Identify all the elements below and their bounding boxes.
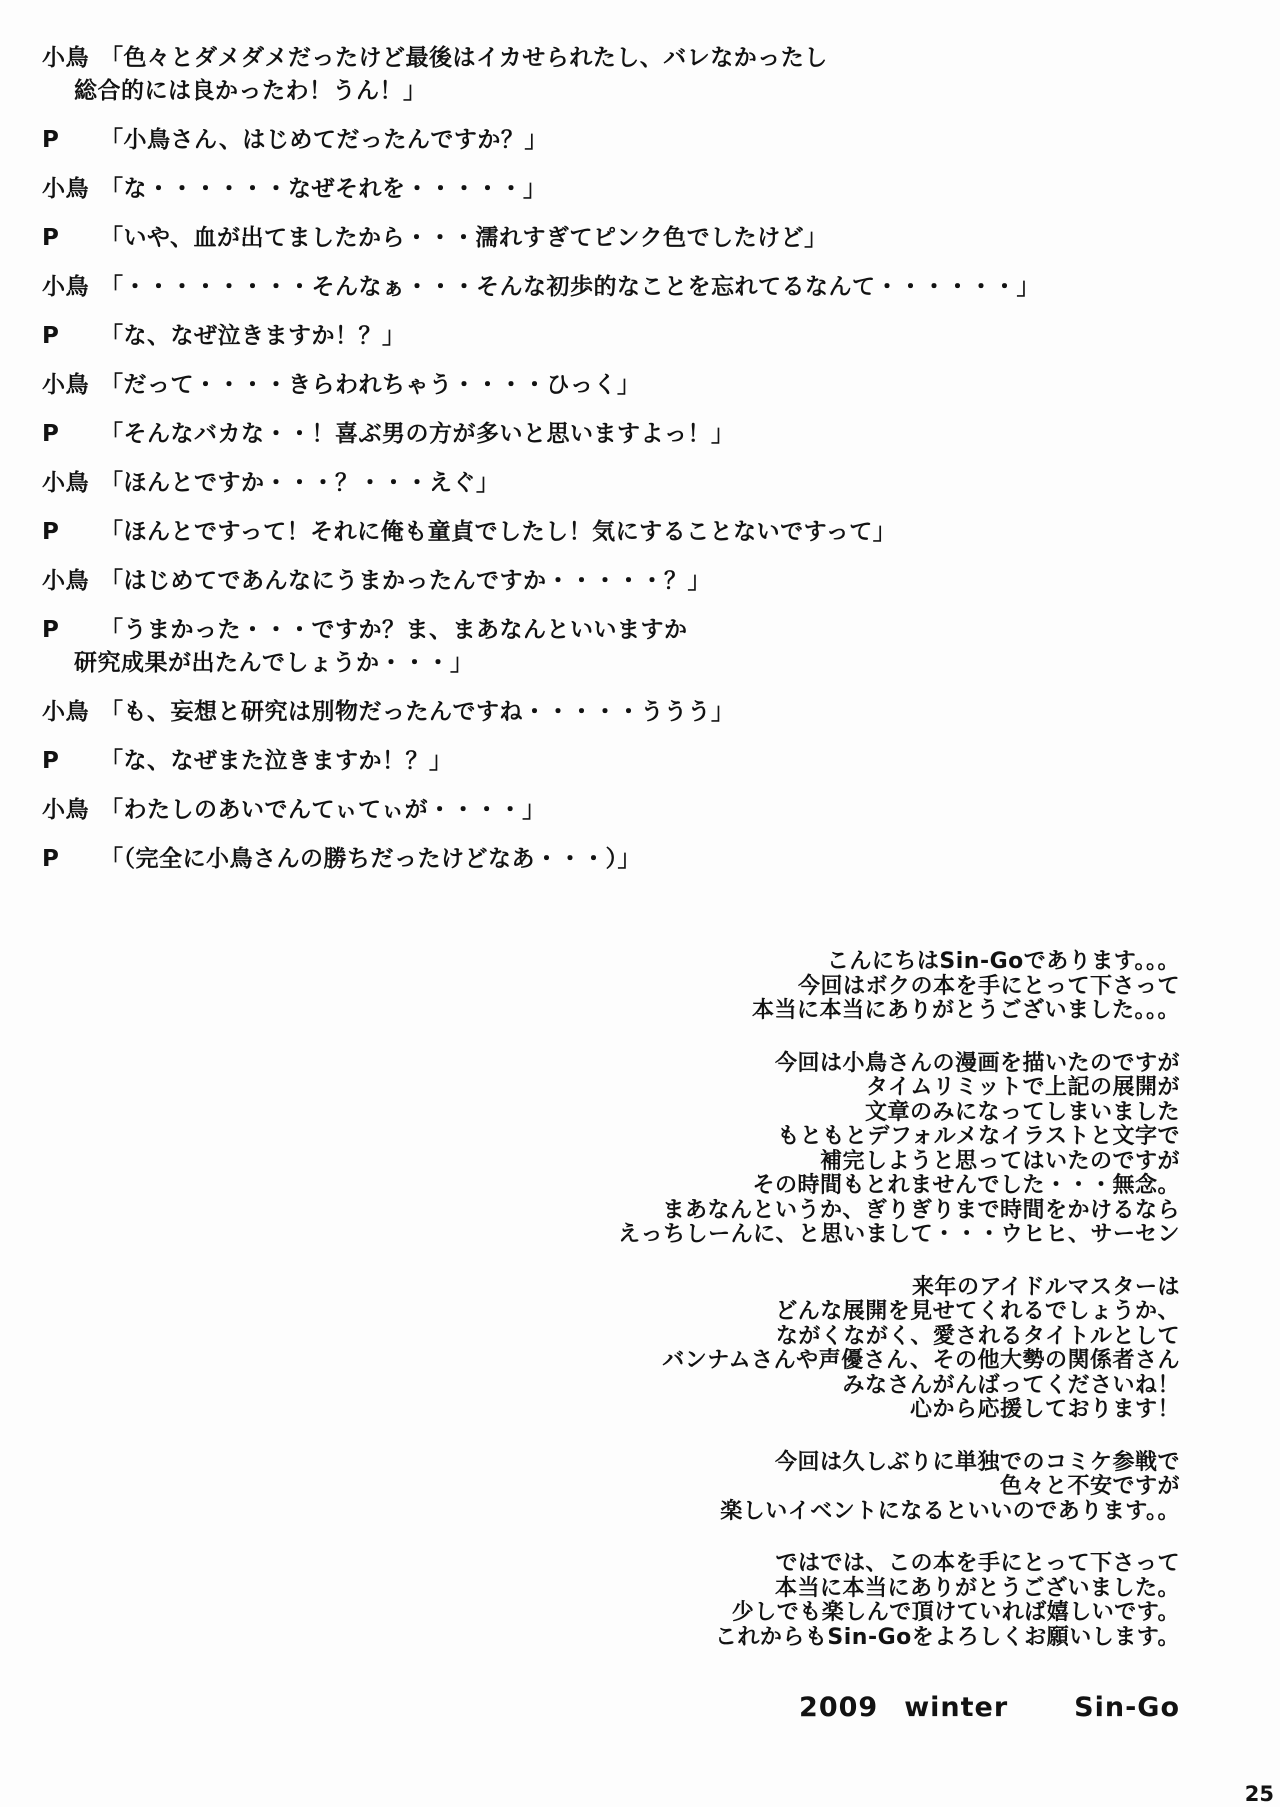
afterword-line: タイムリミットで上記の展開が <box>865 1075 1180 1100</box>
dialogue-row <box>42 516 1042 549</box>
speaker-label: 小鳥 <box>42 699 89 725</box>
dialogue-text <box>100 369 641 402</box>
dialogue-row <box>42 42 1042 108</box>
dialogue-text <box>100 467 500 500</box>
afterword-line: 楽しいイベントになるといいのであります。。 <box>720 1498 1180 1524</box>
dialogue-row <box>42 565 1042 598</box>
afterword-line: えっちしーんに、と思いまして・・・ウヒヒ、サーセン <box>618 1222 1180 1247</box>
speaker-label: P <box>42 617 60 643</box>
dialogue-text <box>100 696 735 729</box>
dialogue-text <box>100 320 406 353</box>
dialogue-row <box>42 843 1042 876</box>
dialogue-line: 「うまかった・・・ですか？ま、まあなんといいますか <box>100 617 688 643</box>
speaker-label: 小鳥 <box>42 568 89 594</box>
speaker-label: P <box>42 748 60 774</box>
afterword-paragraph <box>618 1552 1180 1650</box>
footer-credit <box>799 1692 1180 1723</box>
dialogue-text <box>100 271 1040 304</box>
afterword-line: 心から応援しております！ <box>909 1397 1180 1422</box>
speaker-label: 小鳥 <box>42 274 89 300</box>
dialogue-row <box>42 320 1042 353</box>
speaker-label: P <box>42 846 60 872</box>
dialogue-section <box>42 42 1042 892</box>
dialogue-line: 研究成果が出たんでしょうか・・・」 <box>74 650 474 676</box>
dialogue-text <box>100 565 711 598</box>
footer-author: Sin-Go <box>1074 1692 1180 1723</box>
dialogue-line: 「わたしのあいでんてぃてぃが・・・・」 <box>100 797 546 823</box>
afterword-line: こんにちはSin-Goであります。。。 <box>826 949 1180 974</box>
dialogue-line: 「ほんとですって！それに俺も童貞でしたし！気にすることないですって」 <box>100 519 897 545</box>
dialogue-line: 「だって・・・・きらわれちゃう・・・・ひっく」 <box>100 372 641 398</box>
dialogue-text <box>74 614 688 680</box>
speaker-label: 小鳥 <box>42 176 89 202</box>
afterword-line: 文章のみになってしまいました <box>864 1099 1180 1125</box>
afterword-line: みなさんがんばってくださいね！ <box>842 1372 1180 1398</box>
dialogue-line: 「な、なぜ泣きますか！？」 <box>100 323 406 349</box>
dialogue-line: 「そんなバカな・・！喜ぶ男の方が多いと思いますよっ！」 <box>100 421 735 447</box>
speaker-label: 小鳥 <box>42 372 89 398</box>
afterword-line: ではでは、この本を手にとって下さって <box>775 1551 1180 1576</box>
afterword-line: 来年のアイドルマスターは <box>911 1274 1180 1300</box>
afterword-paragraph <box>618 1451 1180 1525</box>
footer-year: 2009 <box>799 1692 879 1723</box>
dialogue-text <box>100 516 896 549</box>
footer-season: winter <box>904 1692 1009 1723</box>
afterword-line: もともとデフォルメなイラストと文字で <box>777 1124 1180 1149</box>
dialogue-line: 「はじめてであんなにうまかったんですか・・・・・？」 <box>100 568 711 594</box>
dialogue-row <box>42 467 1042 500</box>
afterword-line: その時間もとれませんでした・・・無念。 <box>752 1173 1180 1198</box>
dialogue-line: 「（完全に小鳥さんの勝ちだったけどなあ・・・）」 <box>100 846 641 872</box>
dialogue-text <box>74 42 828 108</box>
speaker-label: 小鳥 <box>42 470 89 496</box>
dialogue-line: 「も、妄想と研究は別物だったんですね・・・・・ううう」 <box>100 699 735 725</box>
dialogue-line: 「いや、血が出てましたから・・・濡れすぎてピンク色でしたけど」 <box>100 225 828 251</box>
speaker-label: 小鳥 <box>42 797 89 823</box>
dialogue-row <box>42 222 1042 255</box>
dialogue-row <box>42 271 1042 304</box>
dialogue-line: 総合的には良かったわ！うん！」 <box>74 78 427 104</box>
dialogue-line: 「な・・・・・・なぜそれを・・・・・」 <box>100 176 547 202</box>
dialogue-text <box>100 794 546 827</box>
page-number: 25 <box>1244 1782 1274 1806</box>
speaker-label: P <box>42 225 60 251</box>
afterword-line: 今回は小鳥さんの漫画を描いたのですが <box>774 1050 1180 1076</box>
afterword-paragraph <box>618 1052 1180 1248</box>
dialogue-row <box>42 696 1042 729</box>
dialogue-row <box>42 614 1042 680</box>
dialogue-row <box>42 173 1042 206</box>
afterword-line: これからもSin-Goをよろしくお願いします。 <box>714 1624 1180 1650</box>
dialogue-text <box>100 843 641 876</box>
dialogue-row <box>42 124 1042 157</box>
afterword-line: 本当に本当にありがとうございました。。。 <box>751 998 1180 1023</box>
afterword-line: どんな展開を見せてくれるでしょうか、 <box>775 1299 1180 1324</box>
dialogue-text <box>100 222 828 255</box>
afterword-section <box>618 950 1180 1678</box>
dialogue-line: 「な、なぜまた泣きますか！？」 <box>100 748 453 774</box>
speaker-label: P <box>42 127 60 153</box>
dialogue-text <box>100 173 547 206</box>
dialogue-line: 「小鳥さん、はじめてだったんですか？」 <box>100 127 548 153</box>
dialogue-line: 「ほんとですか・・・？・・・えぐ」 <box>100 470 500 496</box>
afterword-line: 少しでも楽しんで頂けていれば嬉しいです。 <box>731 1600 1180 1625</box>
dialogue-row <box>42 369 1042 402</box>
afterword-line: ながくながく、愛されるタイトルとして <box>775 1323 1180 1349</box>
afterword-line: 色々と不安ですが <box>999 1474 1180 1499</box>
afterword-line: バンナムさんや声優さん、その他大勢の関係者さん <box>662 1348 1180 1373</box>
speaker-label: 小鳥 <box>42 45 89 71</box>
afterword-line: 今回はボクの本を手にとって下さって <box>797 973 1180 999</box>
speaker-label: P <box>42 421 60 447</box>
dialogue-line: 「色々とダメダメだったけど最後はイカせられたし、バレなかったし <box>100 45 828 71</box>
afterword-line: 補完しようと思ってはいたのですが <box>819 1148 1180 1174</box>
afterword-paragraph <box>618 1276 1180 1423</box>
afterword-paragraph <box>618 950 1180 1024</box>
dialogue-text <box>100 745 453 778</box>
dialogue-text <box>100 124 548 157</box>
dialogue-row <box>42 794 1042 827</box>
afterword-line: 本当に本当にありがとうございました。 <box>774 1575 1180 1601</box>
afterword-line: まあなんというか、ぎりぎりまで時間をかけるなら <box>662 1197 1180 1223</box>
dialogue-row <box>42 418 1042 451</box>
dialogue-row <box>42 745 1042 778</box>
speaker-label: P <box>42 519 60 545</box>
afterword-line: 今回は久しぶりに単独でのコミケ参戦で <box>774 1449 1180 1475</box>
dialogue-line: 「・・・・・・・・そんなぁ・・・そんな初歩的なことを忘れてるなんて・・・・・・」 <box>100 274 1040 300</box>
dialogue-text <box>100 418 735 451</box>
speaker-label: P <box>42 323 60 349</box>
